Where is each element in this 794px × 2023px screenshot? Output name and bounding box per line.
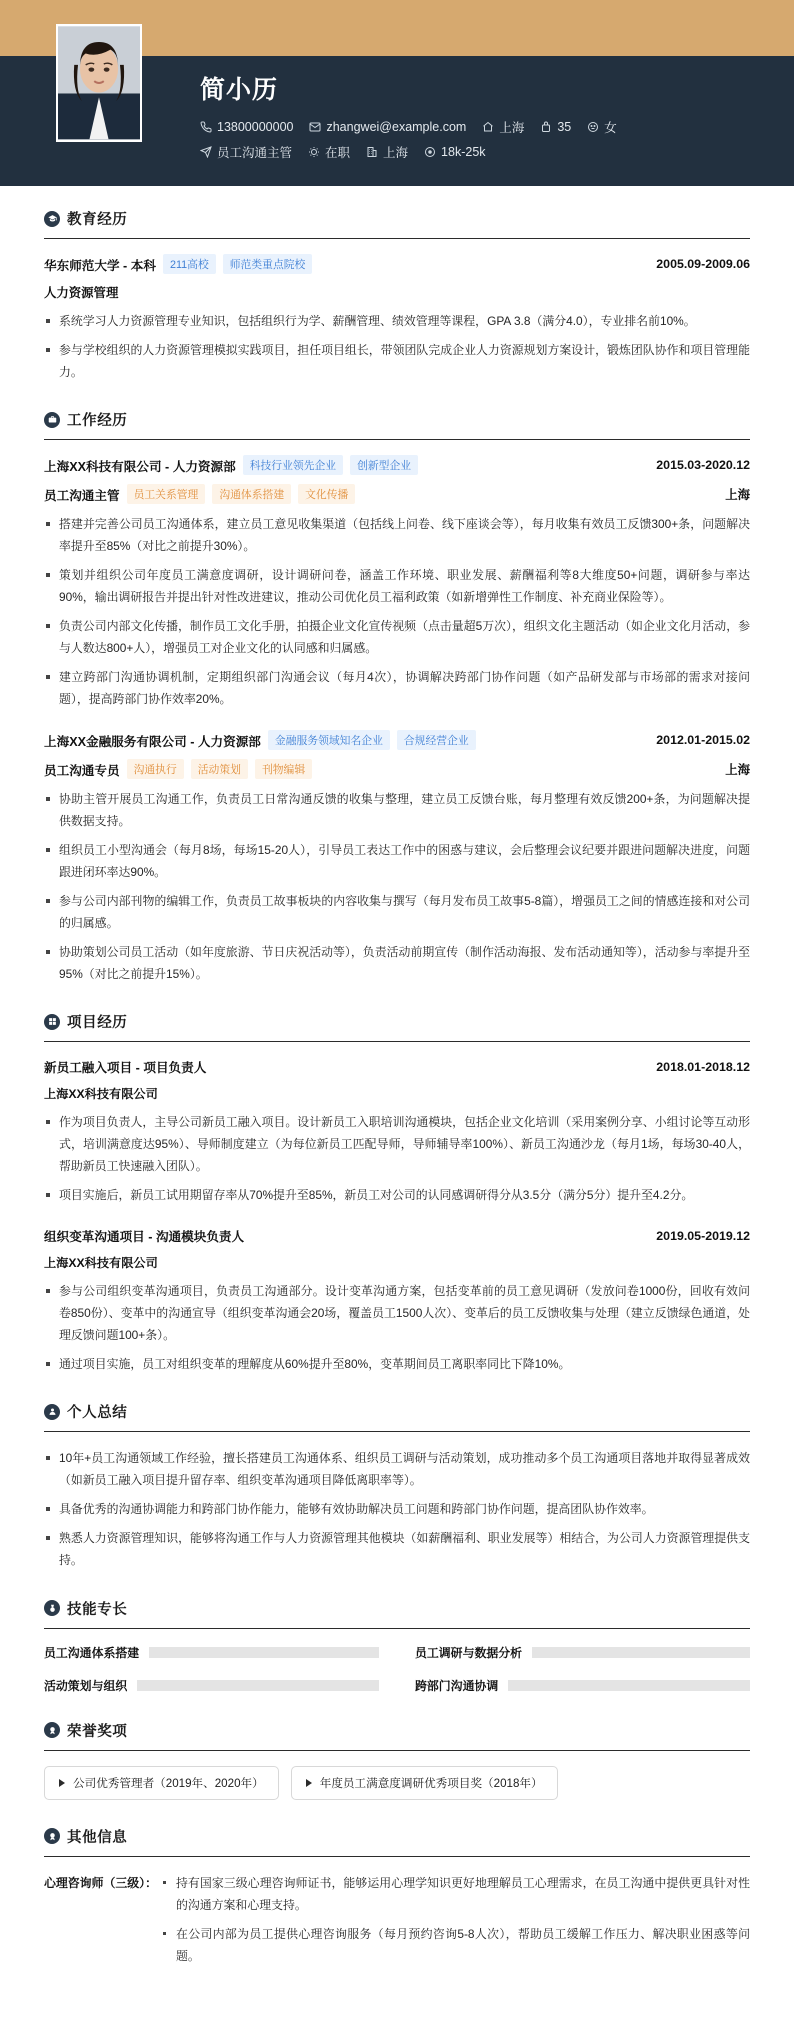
section-header [44,1401,750,1432]
education-entry [44,254,750,383]
contact-row-primary [200,118,766,136]
section-other-info [44,1826,750,1967]
position-tag: 刊物编辑 [255,759,312,779]
list-item: 持有国家三级心理咨询师证书，能够运用心理学知识更好地理解员工心理需求，在员工沟通中提供更具针对性的沟通方案和心理支持。 [161,1872,750,1916]
section-header [44,409,750,440]
resume-body [0,186,794,2023]
position-tag: 沟通执行 [127,759,184,779]
work-date: 2015.03-2020.12 [656,458,750,473]
position-tag: 沟通体系搭建 [212,484,291,504]
project-bullets [44,1280,750,1375]
work-position-row [44,759,750,779]
honor-chip[interactable] [291,1766,558,1800]
skill-row [415,1644,750,1661]
section-work [44,409,750,985]
home-icon [482,121,494,133]
project-company: 上海XX科技有限公司 [44,1256,158,1271]
contact-age-text: 35 [557,120,572,134]
list-item: 协助主管开展员工沟通工作，负责员工日常沟通反馈的收集与整理，建立员工反馈台账，每月整理有效反馈200+条，为问题解决提供数据支持。 [44,788,750,832]
work-bullets [44,513,750,710]
project-date: 2019.05-2019.12 [656,1228,750,1243]
contact-age [540,120,571,134]
triangle-right-icon [306,1779,312,1787]
gender-icon [587,121,599,133]
honor-label: 公司优秀管理者（2019年、2020年） [73,1776,264,1790]
list-item: 策划并组织公司年度员工满意度调研，设计调研问卷，涵盖工作环境、职业发展、薪酬福利等8大维度50+问题，调研参与率达90%，输出调研报告并提出针对性改进建议，推动公司优化员工福利政策（如新增弹性工作制度、补充商业保险等）。 [44,564,750,608]
section-title: 其他信息 [67,1829,128,1846]
project-bullets [44,1111,750,1206]
skill-progress-track [137,1680,379,1691]
list-item: 组织员工小型沟通会（每月8场，每场15-20人），引导员工表达工作中的困惑与建议，会后整理会议纪要并跟进问题解决进度，问题跟进闭环率达90%。 [44,839,750,883]
section-summary [44,1401,750,1571]
company-tag: 创新型企业 [350,455,418,475]
list-item: 参与学校组织的人力资源管理模拟实践项目，担任项目组长，带领团队完成企业人力资源规划方案设计，锻炼团队协作和项目管理能力。 [44,339,750,383]
skills-grid [44,1644,750,1694]
phone-icon [200,121,212,133]
section-title: 个人总结 [67,1405,128,1422]
skill-name: 员工沟通体系搭建 [44,1645,140,1660]
contact-row-secondary [200,143,766,161]
work-entry-header [44,730,750,750]
project-entry [44,1057,750,1206]
salary-range [424,145,485,159]
section-header [44,1011,750,1042]
company-tag: 科技行业领先企业 [243,455,343,475]
info-icon [44,1828,60,1844]
salary-icon [424,146,436,158]
skill-name: 活动策划与组织 [44,1678,128,1693]
work-location: 上海 [725,488,750,503]
skill-progress-track [149,1647,379,1658]
contact-phone-text: 13800000000 [217,120,294,134]
desired-position [200,143,292,161]
portrait-photo-icon [58,26,140,140]
list-item: 作为项目负责人，主导公司新员工融入项目。设计新员工入职培训沟通模块，包括企业文化培训（采用案例分享、小组讨论等互动形式，培训满意度达95%）、导师制度建立（为每位新员工匹配导师，导师辅导率100%）、新员工沟通沙龙（每月1场，每场30-40人，帮助新员工快速融入团队）。 [44,1111,750,1177]
section-title: 荣誉奖项 [67,1723,128,1740]
contact-gender-text: 女 [604,121,617,135]
send-icon [200,146,212,158]
status-icon [308,146,320,158]
company-name: 上海XX科技有限公司 - 人力资源部 [44,459,236,474]
company-name: 上海XX金融服务有限公司 - 人力资源部 [44,734,261,749]
project-company: 上海XX科技有限公司 [44,1087,158,1102]
award-icon [44,1722,60,1738]
section-skills [44,1598,750,1694]
age-icon [540,121,552,133]
other-info-row [44,1872,750,1967]
project-entry-header [44,1057,750,1076]
skill-progress-track [508,1680,750,1691]
skill-row [415,1677,750,1694]
work-position-row [44,484,750,504]
position-tag: 活动策划 [191,759,248,779]
list-item: 项目实施后，新员工试用期留存率从70%提升至85%，新员工对公司的认同感调研得分从3.5分（满分5分）提升至4.2分。 [44,1184,750,1206]
education-bullets [44,310,750,383]
section-honors [44,1720,750,1800]
skill-name: 员工调研与数据分析 [415,1645,523,1660]
other-bullets [161,1872,750,1967]
resume-header [0,56,794,186]
list-item: 熟悉人力资源管理知识，能够将沟通工作与人力资源管理其他模块（如薪酬福利、职业发展等）相结合，为公司人力资源管理提供支持。 [44,1527,750,1571]
desired-city-text: 上海 [383,146,409,160]
triangle-right-icon [59,1779,65,1787]
education-entry-header [44,254,750,274]
list-item: 通过项目实施，员工对组织变革的理解度从60%提升至80%，变革期间员工离职率同比下降10%。 [44,1353,750,1375]
position-name: 员工沟通主管 [44,488,120,503]
section-header [44,1598,750,1629]
work-entry [44,455,750,710]
project-entry [44,1226,750,1375]
work-entry-header [44,455,750,475]
work-entry [44,730,750,985]
position-tag: 文化传播 [298,484,355,504]
project-name: 新员工融入项目 - 项目负责人 [44,1061,207,1076]
avatar [56,24,142,142]
contact-gender [587,118,617,136]
user-icon [44,1404,60,1420]
desired-position-text: 员工沟通主管 [217,146,293,160]
desired-city [366,143,408,161]
contact-email [309,120,466,134]
list-item: 搭建并完善公司员工沟通体系，建立员工意见收集渠道（包括线上问卷、线下座谈会等），每月收集有效员工反馈300+条，问题解决率提升至85%（对比之前提升30%）。 [44,513,750,557]
briefcase-icon [44,412,60,428]
page-title: 简小历 [200,76,279,104]
list-item: 负责公司内部文化传播，制作员工文化手册，拍摄企业文化宣传视频（点击量超5万次），组织文化主题活动（如企业文化月活动，参与人数达800+人），增强员工对企业文化的认同感和归属感。 [44,615,750,659]
section-header [44,1720,750,1751]
section-header [44,1826,750,1857]
major-name: 人力资源管理 [44,286,119,300]
honor-label: 年度员工满意度调研优秀项目奖（2018年） [319,1776,543,1790]
skill-name: 跨部门沟通协调 [415,1678,499,1693]
contact-home-text: 上海 [499,121,525,135]
medal-icon [44,1600,60,1616]
list-item: 参与公司组织变革沟通项目，负责员工沟通部分。设计变革沟通方案，包括变革前的员工意见调研（发放问卷1000份，回收有效问卷850份）、变革中的沟通宣导（组织变革沟通会20场，覆盖员工1500人次）、变革后的员工反馈收集与处理（建立反馈绿色通道，处理反馈问题100+条）。 [44,1280,750,1346]
skill-row [44,1644,379,1661]
list-item: 参与公司内部刊物的编辑工作，负责员工故事板块的内容收集与撰写（每月发布员工故事5-8篇），增强员工之间的情感连接和对公司的归属感。 [44,890,750,934]
list-item: 在公司内部为员工提供心理咨询服务（每月预约咨询5-8人次），帮助员工缓解工作压力、解决职业困惑等问题。 [161,1923,750,1967]
certificate-label: 心理咨询师（三级）： [44,1875,157,1890]
honor-chip[interactable] [44,1766,279,1800]
skill-row [44,1677,379,1694]
company-tag: 金融服务领域知名企业 [268,730,390,750]
job-status-text: 在职 [325,146,351,160]
work-location: 上海 [725,763,750,778]
section-title: 教育经历 [67,212,128,228]
contact-email-text: zhangwei@example.com [326,120,467,134]
school-tag: 211高校 [163,254,216,274]
project-date: 2018.01-2018.12 [656,1059,750,1074]
section-header [44,208,750,239]
position-name: 员工沟通专员 [44,763,120,778]
project-entry-header [44,1226,750,1245]
contact-phone [200,120,293,134]
section-title: 技能专长 [67,1601,128,1618]
job-status [308,143,350,161]
list-item: 10年+员工沟通领域工作经验，擅长搭建员工沟通体系、组织员工调研与活动策划，成功推动多个员工沟通项目落地并取得显著成效（如新员工融入项目提升留存率、组织变革沟通项目降低离职率等）。 [44,1447,750,1491]
salary-range-text: 18k-25k [441,145,486,159]
section-title: 工作经历 [67,413,128,430]
position-tag: 员工关系管理 [127,484,206,504]
summary-bullets [44,1447,750,1571]
company-tag: 合规经营企业 [397,730,476,750]
school-name: 华东师范大学 - 本科 [44,258,156,273]
education-date: 2005.09-2009.06 [656,257,750,271]
skill-progress-track [532,1647,750,1658]
list-item: 系统学习人力资源管理专业知识，包括组织行为学、薪酬管理、绩效管理等课程，GPA 3.8（满分4.0），专业排名前10%。 [44,310,750,332]
list-item: 协助策划公司员工活动（如年度旅游、节日庆祝活动等），负责活动前期宣传（制作活动海报、发布活动通知等），活动参与率提升至95%（对比之前提升15%）。 [44,941,750,985]
grid-icon [44,1014,60,1030]
list-item: 具备优秀的沟通协调能力和跨部门协作能力，能够有效协助解决员工问题和跨部门协作问题，提高团队协作效率。 [44,1498,750,1520]
honors-list [44,1766,750,1800]
graduation-cap-icon [44,211,60,227]
mail-icon [309,121,321,133]
city-icon [366,146,378,158]
project-name: 组织变革沟通项目 - 沟通模块负责人 [44,1230,245,1245]
section-education [44,208,750,383]
list-item: 建立跨部门沟通协调机制，定期组织部门沟通会议（每月4次），协调解决跨部门协作问题（如产品研发部与市场部的需求对接问题），提高跨部门协作效率20%。 [44,666,750,710]
school-tag: 师范类重点院校 [223,254,313,274]
section-title: 项目经历 [67,1015,128,1032]
contact-home [482,118,524,136]
work-bullets [44,788,750,985]
section-projects [44,1011,750,1375]
work-date: 2012.01-2015.02 [656,733,750,748]
